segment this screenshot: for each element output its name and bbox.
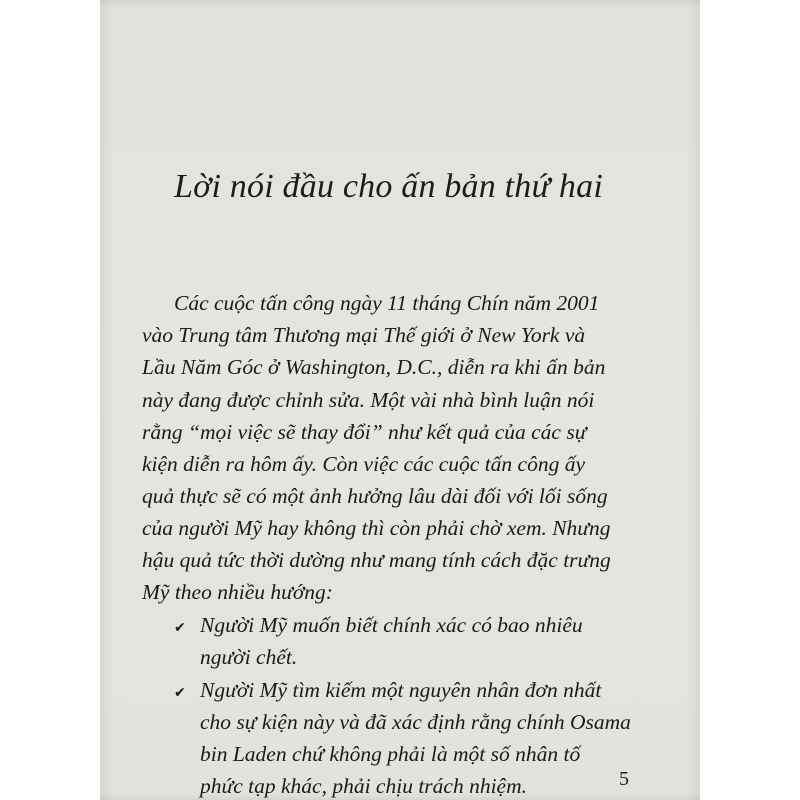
- bullet-line: Người Mỹ tìm kiếm một nguyên nhân đơn nhất: [200, 678, 602, 702]
- paragraph-line: vào Trung tâm Thương mại Thế giới ở New York và: [142, 323, 586, 347]
- paragraph-line: hậu quả tức thời dường như mang tính cách đặc trưng: [142, 548, 611, 572]
- book-page: [100, 0, 700, 800]
- bullet-line: Người Mỹ muốn biết chính xác có bao nhiêu: [200, 613, 583, 637]
- paragraph-line: Mỹ theo nhiều hướng:: [142, 580, 333, 604]
- checkmark-icon: ✔: [174, 620, 186, 636]
- page-number: 5: [619, 768, 629, 790]
- bullet-line: bin Laden chứ không phải là một số nhân tố: [200, 742, 581, 766]
- paragraph-line: Các cuộc tấn công ngày 11 tháng Chín năm 2001: [174, 291, 600, 315]
- bullet-line: phức tạp khác, phải chịu trách nhiệm.: [200, 774, 527, 798]
- paragraph-line: Lầu Năm Góc ở Washington, D.C., diễn ra khi ấn bản: [142, 355, 606, 379]
- paragraph-line: này đang được chỉnh sửa. Một vài nhà bình luận nói: [142, 388, 595, 412]
- bullet-line: cho sự kiện này và đã xác định rằng chính Osama: [200, 710, 631, 734]
- paragraph-line: rằng “mọi việc sẽ thay đổi” như kết quả của các sự: [142, 420, 587, 444]
- chapter-title: Lời nói đầu cho ấn bản thứ hai: [174, 168, 603, 205]
- paragraph-line: kiện diễn ra hôm ấy. Còn việc các cuộc tấn công ấy: [142, 452, 585, 476]
- paragraph-line: quả thực sẽ có một ảnh hưởng lâu dài đối với lối sống: [142, 484, 608, 508]
- checkmark-icon: ✔: [174, 685, 186, 701]
- bullet-line: người chết.: [200, 645, 298, 669]
- paragraph-line: của người Mỹ hay không thì còn phải chờ xem. Nhưng: [142, 516, 611, 540]
